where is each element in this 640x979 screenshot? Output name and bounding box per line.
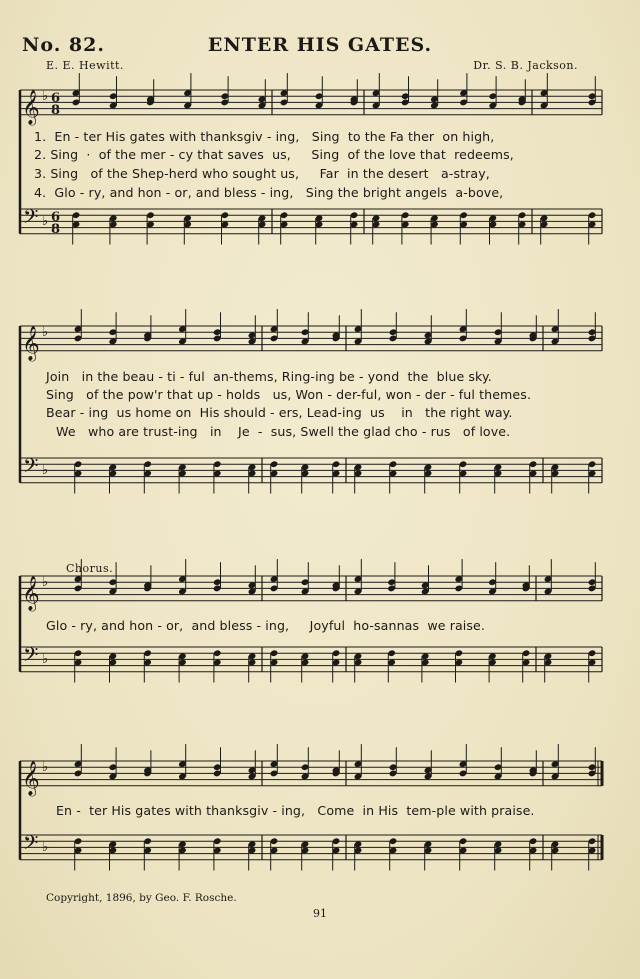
lyricist-credit: E. E. Hewitt. xyxy=(46,59,124,72)
flat-icon: ♭ xyxy=(42,840,49,855)
verse-4-line-a: 4. Glo - ry, and hon - or, and bless - ing, Sing the bright angels a-bove, xyxy=(34,185,504,200)
bass-clef-icon: 𝄢 xyxy=(23,831,39,859)
flat-icon: ♭ xyxy=(42,89,49,104)
flat-icon: ♭ xyxy=(42,325,49,340)
time-signature-bass: 6 xyxy=(51,210,61,225)
bass-clef-icon: 𝄢 xyxy=(23,643,39,671)
treble-clef-icon: 𝄞 xyxy=(22,89,40,125)
time-signature-treble: 8 xyxy=(51,103,61,118)
flat-icon: ♭ xyxy=(42,575,49,590)
bass-clef-icon: 𝄢 xyxy=(23,205,39,233)
verse-2-line-b: Sing of the pow'r that up - holds us, Won - der-ful, won - der - ful themes. xyxy=(46,387,532,402)
composer-credit: Dr. S. B. Jackson. xyxy=(473,59,578,72)
flat-icon: ♭ xyxy=(42,214,49,229)
chorus-line-1: Glo - ry, and hon - or, and bless - ing, Joyful ho-sannas we raise. xyxy=(46,618,486,633)
hymn-number: No. 82. xyxy=(22,34,105,56)
treble-clef-icon: 𝄞 xyxy=(22,325,40,361)
time-signature-treble: 6 xyxy=(51,91,61,106)
verse-2-line-a: 2. Sing · of the mer - cy that saves us, Sing of the love that redeems, xyxy=(34,147,514,162)
bass-clef-icon: 𝄢 xyxy=(23,454,39,482)
verse-1-line-a: 1. En - ter His gates with thanksgiv - ing, Sing to the Fa ther on high, xyxy=(34,129,495,144)
treble-clef-icon: 𝄞 xyxy=(22,575,40,611)
verse-3-line-a: 3. Sing of the Shep-herd who sought us, Far in the desert a-stray, xyxy=(34,166,490,181)
hymn-title: ENTER HIS GATES. xyxy=(207,34,433,56)
chorus-label: Chorus. xyxy=(66,562,114,575)
time-signature-bass: 8 xyxy=(51,222,61,237)
page-number: 91 xyxy=(313,907,327,920)
copyright-notice: Copyright, 1896, by Geo. F. Rosche. xyxy=(46,892,237,904)
flat-icon: ♭ xyxy=(42,760,49,775)
verse-1-line-b: Join in the beau - ti - ful an-thems, Ring-ing be - yond the blue sky. xyxy=(46,369,492,384)
treble-clef-icon: 𝄞 xyxy=(22,760,40,796)
verse-4-line-b: We who are trust-ing in Je - sus, Swell the glad cho - rus of love. xyxy=(56,424,511,439)
flat-icon: ♭ xyxy=(42,652,49,667)
verse-3-line-b: Bear - ing us home on His should - ers, Lead-ing us in the right way. xyxy=(46,405,513,420)
flat-icon: ♭ xyxy=(42,463,49,478)
chorus-line-2: En - ter His gates with thanksgiv - ing, Come in His tem-ple with praise. xyxy=(56,803,535,818)
